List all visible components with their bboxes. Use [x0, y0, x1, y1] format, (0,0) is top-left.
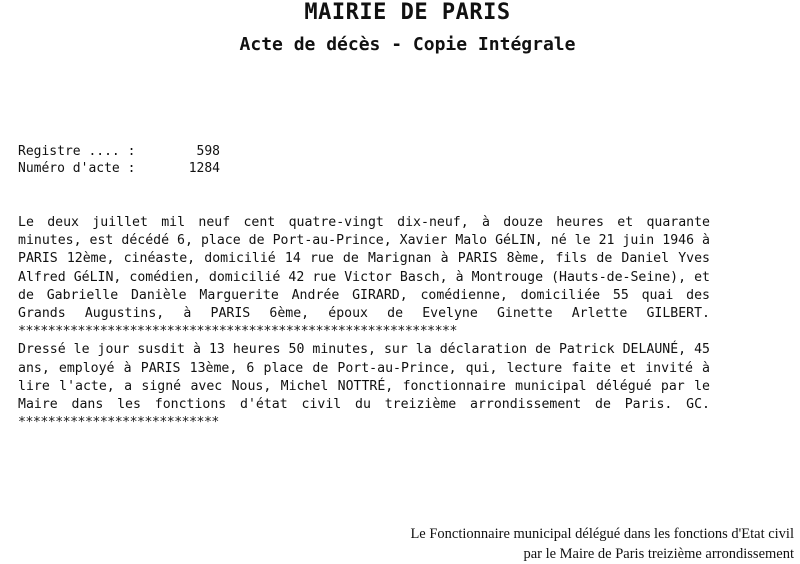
act-text-1: Le deux juillet mil neuf cent quatre-vingt dix-neuf, à douze heures et quarante minutes, est décédé 6, place de Port-au-Prince, Xavier Malo GéLIN, né le 21 juin 1946 à PARIS 12ème, cinéaste, domicilié 14 rue de Marignan à PARIS 8ème, fils de Daniel Yves Alfred GéLIN, comédien, domicilié 42 rue Victor Basch, à Montrouge (Hauts-de-Seine), et de Gabrielle Danièle Marguerite Andrée GIRARD, comédienne, domiciliée 55 quai des Grands Augustins, à PARIS 6ème, époux de Evelyne Ginette Arlette GILBERT.	[18, 215, 710, 322]
act-body	[18, 214, 710, 432]
separator-stars-1: ***********************************************************	[18, 324, 457, 340]
acte-label: Numéro d'acte :	[18, 161, 136, 176]
registre-value: 598	[196, 144, 220, 159]
registre-row	[18, 143, 220, 160]
page-title: MAIRIE DE PARIS	[304, 0, 511, 25]
acte-value: 1284	[188, 161, 220, 176]
act-text-2: Dressé le jour susdit à 13 heures 50 minutes, sur la déclaration de Patrick DELAUNÉ, 45 ans, employé à PARIS 13ème, 6 place de Port-au-Prince, qui, lecture faite et invité à lire l'acte, a signé avec Nous, Michel NOTTRÉ, fonctionnaire municipal délégué par le Maire dans les fonctions d'état civil du treizième arrondissement de Paris. GC.	[18, 342, 710, 413]
separator-stars-2: ***************************	[18, 415, 219, 431]
signature-line-2: par le Maire de Paris treizième arrondissement	[523, 546, 794, 562]
signature-line-1: Le Fonctionnaire municipal délégué dans les fonctions d'Etat civil	[410, 526, 794, 542]
act-paragraph-2	[18, 341, 710, 432]
registry-block	[18, 143, 220, 177]
acte-row	[18, 160, 220, 177]
signature-block	[410, 524, 794, 564]
page-subtitle: Acte de décès - Copie Intégrale	[239, 34, 576, 55]
act-paragraph-1	[18, 214, 710, 341]
registre-label: Registre .... :	[18, 144, 136, 159]
